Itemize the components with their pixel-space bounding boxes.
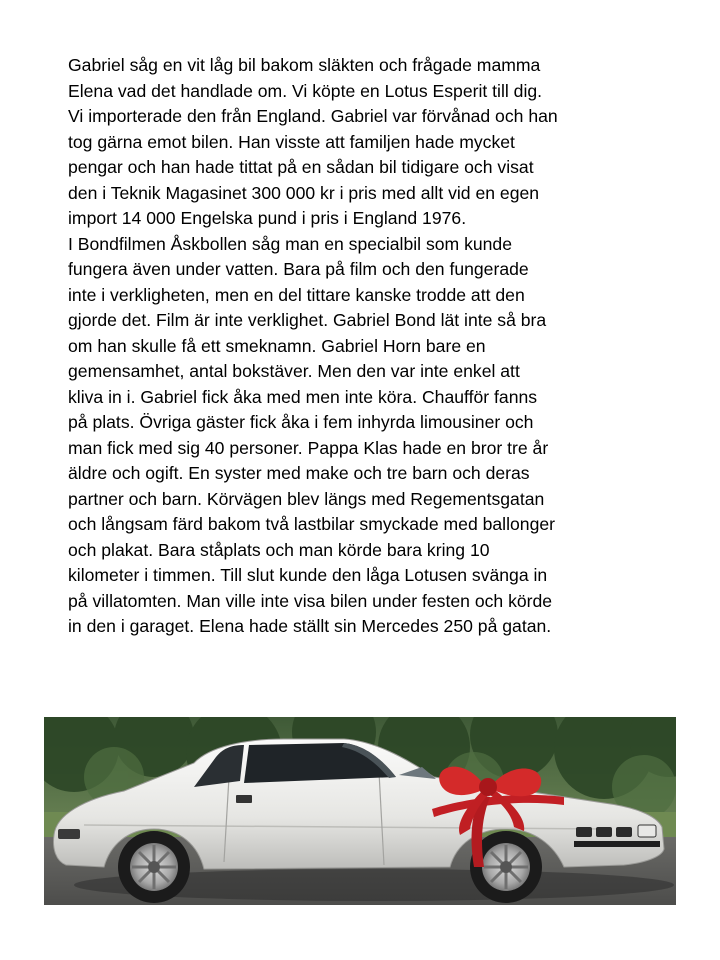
story-line: in den i garaget. Elena hade ställt sin Mercedes 250 på gatan. <box>68 616 552 636</box>
story-line: gjorde det. Film är inte verklighet. Gabriel Bond lät inte så bra <box>68 310 547 330</box>
story-line: den i Teknik Magasinet 300 000 kr i pris med allt vid en egen <box>68 182 540 203</box>
story-text <box>68 53 678 640</box>
rear-wheel <box>118 831 190 903</box>
story-line: pengar och han hade tittat på en sådan bil tidigare och visat <box>68 157 534 177</box>
story-line: import 14 000 Engelska pund i pris i England 1976. <box>68 208 467 228</box>
story-line: tog gärna emot bilen. Han visste att familjen hade mycket <box>68 131 515 152</box>
story-line: på plats. Övriga gäster fick åka i fem inhyrda limousiner och <box>68 412 534 432</box>
headlight <box>576 827 592 837</box>
story-line: och långsam färd bakom två lastbilar smyckade med ballonger <box>68 514 555 534</box>
story-line: kliva in i. Gabriel fick åka med men inte köra. Chaufför fanns <box>68 386 538 407</box>
story-line: I Bondfilmen Åskbollen såg man en specialbil som kunde <box>68 233 513 254</box>
story-line: Vi importerade den från England. Gabriel var förvånad och han <box>68 106 558 126</box>
story-line: man fick med sig 40 personer. Pappa Klas hade en bror tre år <box>68 437 549 458</box>
story-line: på villatomten. Man ville inte visa bilen under festen och körde <box>68 590 553 611</box>
story-line: kilometer i timmen. Till slut kunde den låga Lotusen svänga in <box>68 565 548 585</box>
story-line: fungera även under vatten. Bara på film och den fungerade <box>68 259 529 279</box>
story-line: inte i verkligheten, men en del tittare kanske trodde att den <box>68 284 525 305</box>
story-line: om han skulle få ett smeknamn. Gabriel Horn bare en <box>68 335 486 356</box>
car-photo <box>44 717 676 905</box>
story-line: äldre och ogift. En syster med make och tre barn och deras <box>68 463 530 483</box>
story-line: och plakat. Bara ståplats och man körde bara kring 10 <box>68 539 490 560</box>
story-line: Gabriel såg en vit låg bil bakom släkten och frågade mamma <box>68 55 541 75</box>
story-line: partner och barn. Körvägen blev längs med Regementsgatan <box>68 488 545 509</box>
story-line: gemensamhet, antal bokstäver. Men den var inte enkel att <box>68 361 520 381</box>
story-line: Elena vad det handlade om. Vi köpte en Lotus Esperit till dig. <box>68 80 543 101</box>
lotus-esprit-illustration <box>44 717 676 905</box>
